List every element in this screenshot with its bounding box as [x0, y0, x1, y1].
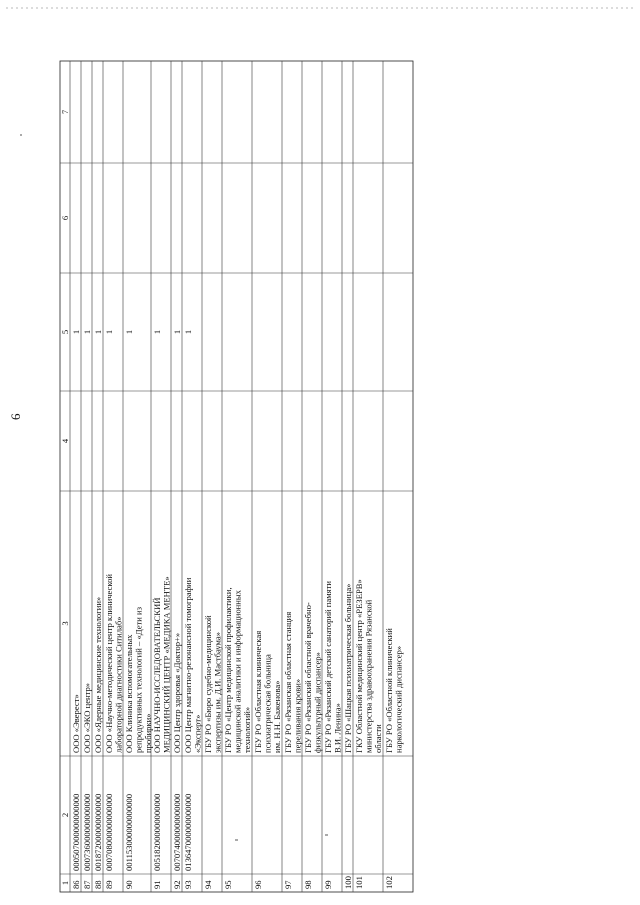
registry-code: 000736000000000000 [82, 793, 92, 871]
row-number: 98 [303, 880, 313, 889]
column-5-value: 1 [82, 329, 92, 335]
organization-name: им. Н.Н. Баженова» [272, 680, 283, 753]
row-number: 95 [223, 880, 233, 889]
column-5-value: 1 [183, 329, 193, 335]
organization-name: ООО Центр магнитно-резонансной томографии [183, 577, 193, 753]
registry-code: 007074000000000000 [172, 793, 182, 871]
registry-code: 013647000000000000 [183, 793, 193, 871]
registry-code: 000507000000000000 [71, 793, 81, 871]
organization-name: ГБУ РО «Шацкая психиатрическая больница» [343, 583, 353, 753]
organization-name: ГБУ РО «Центр медицинской профилактики, [223, 587, 233, 753]
row-number: 91 [152, 880, 162, 889]
organization-name: наркологический диспансер» [393, 645, 404, 753]
organization-name: ООО «Научно-методический центр клинической [104, 573, 114, 753]
organization-name: медицинской аналитики и информационных [232, 590, 243, 753]
row-number: 94 [203, 880, 213, 889]
column-number: 5 [60, 329, 70, 335]
registry-code: 000708000000000000 [104, 793, 114, 871]
table-border [60, 61, 413, 892]
organization-name: пробирки» [143, 713, 154, 753]
organization-name: ГБУ РО «Бюро судебно-медицинской [203, 615, 213, 753]
organization-name: ГКУ Областной медицинский центр «РЕЗЕРВ» [354, 579, 364, 753]
organization-name: «Эксперт» [192, 714, 203, 753]
column-5-value: 1 [152, 329, 162, 335]
row-number: 88 [93, 880, 103, 889]
organization-name: психиатрическая больница [262, 654, 273, 753]
organization-name: ООО «Ядерные медицинские технологии» [93, 596, 103, 753]
organization-name: ООО Центр здоровья «Доктор+» [172, 632, 182, 753]
column-5-value: 1 [172, 329, 182, 335]
registry-code: 001872000000000000 [93, 793, 103, 871]
organization-name: лабораторной диагностики Ситилаб» [113, 616, 124, 753]
registry-code: 001153000000000000 [124, 793, 134, 871]
organization-name: министерства здравоохранения Рязанской [363, 599, 374, 753]
row-number: 93 [183, 880, 193, 889]
column-5-value: 1 [71, 329, 81, 335]
row-number: 96 [253, 880, 263, 889]
organization-name: экспертизы им. Д.И. Мастбаума» [212, 631, 223, 753]
organization-name: репродуктивных технологий – «Дети из [133, 606, 144, 753]
organization-name: физкультурный диспансер» [312, 652, 323, 753]
column-number: 7 [60, 109, 70, 115]
organization-name: области [373, 724, 384, 753]
organization-name: В.И. Ленина» [332, 703, 343, 753]
column-number: 6 [60, 215, 70, 221]
column-5-value: 1 [93, 329, 103, 335]
row-number: 100 [343, 876, 353, 889]
organization-name: ГБУ РО «Областная клиническая [253, 630, 263, 753]
column-5-value: 1 [104, 329, 114, 335]
row-number: 102 [384, 876, 394, 889]
organization-name: технологий» [242, 706, 253, 753]
registry-table [60, 61, 413, 892]
organization-name: ГБУ РО «Областной клинический [384, 628, 394, 753]
row-number: 87 [82, 880, 92, 889]
organization-name: ГБУ РО «Рязанский областной врачебно- [303, 602, 313, 753]
organization-name: ООО НАУЧНО-ИССЛЕДОВАТЕЛЬСКИЙ [152, 597, 162, 753]
column-number: 3 [60, 621, 70, 626]
organization-name: МЕДИЦИНСКИЙ ЦЕНТР «МЕДИКА МЕНТЕ» [161, 576, 172, 753]
row-number: 101 [354, 876, 364, 889]
organization-name: ГБУ РО «Рязанский детский санаторий памяти [323, 581, 333, 753]
row-number: 97 [283, 880, 293, 889]
column-number: 2 [60, 812, 70, 818]
registry-code: 005182000000000000 [152, 793, 162, 871]
organization-name: ООО «ЭКО центр» [82, 682, 92, 753]
organization-name: переливания крови» [292, 678, 303, 753]
row-number: 92 [172, 880, 182, 889]
row-number: 86 [71, 880, 81, 889]
page-number: 6 [8, 413, 23, 420]
column-number: 1 [60, 880, 70, 886]
row-number: 89 [104, 880, 114, 889]
row-number: 99 [323, 880, 333, 889]
organization-name: ООО Клиника вспомогательных [124, 634, 134, 753]
organization-name: ГБУ РО «Рязанская областная станция [283, 611, 293, 753]
column-number: 4 [60, 438, 70, 444]
column-5-value: 1 [124, 329, 134, 335]
organization-name: ООО «Эверест» [71, 694, 81, 753]
row-number: 90 [124, 880, 134, 889]
